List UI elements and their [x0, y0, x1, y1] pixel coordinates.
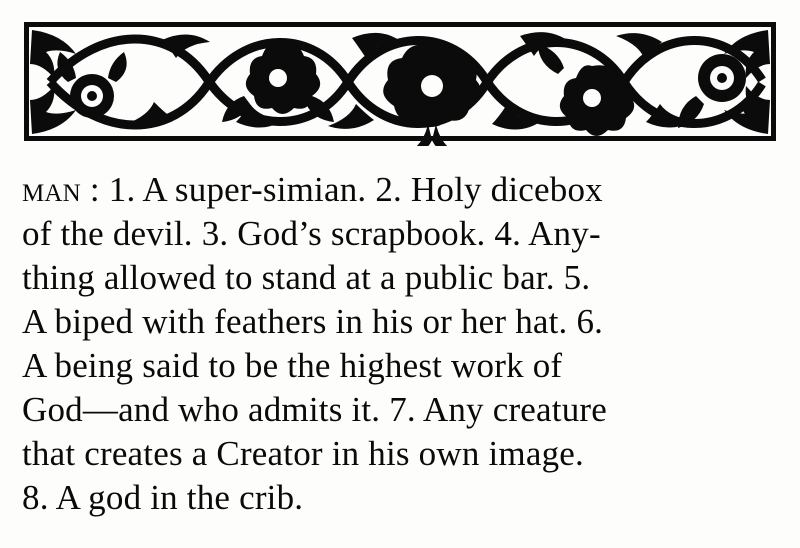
entry-line-5: A being said to be the highest work of [22, 346, 563, 385]
entry-line-8: 8. A god in the crib. [22, 478, 304, 517]
entry-line-1 [22, 168, 782, 212]
entry-line-2: of the devil. 3. God’s scrapbook. 4. Any- [22, 214, 601, 253]
floral-scroll-border-ornament [0, 12, 800, 152]
entry-line-4: A biped with feathers in his or her hat. 6. [22, 302, 604, 341]
entry-line-6: God—and who admits it. 7. Any creature [22, 390, 607, 429]
entry-line-7: that creates a Creator in his own image. [22, 434, 584, 473]
entry-line-1-rest: : 1. A super-simian. 2. Holy dicebox [80, 170, 603, 209]
dictionary-entry [22, 168, 782, 520]
entry-headword: man [22, 170, 81, 209]
entry-line-3: thing allowed to stand at a public bar. 5. [22, 258, 591, 297]
